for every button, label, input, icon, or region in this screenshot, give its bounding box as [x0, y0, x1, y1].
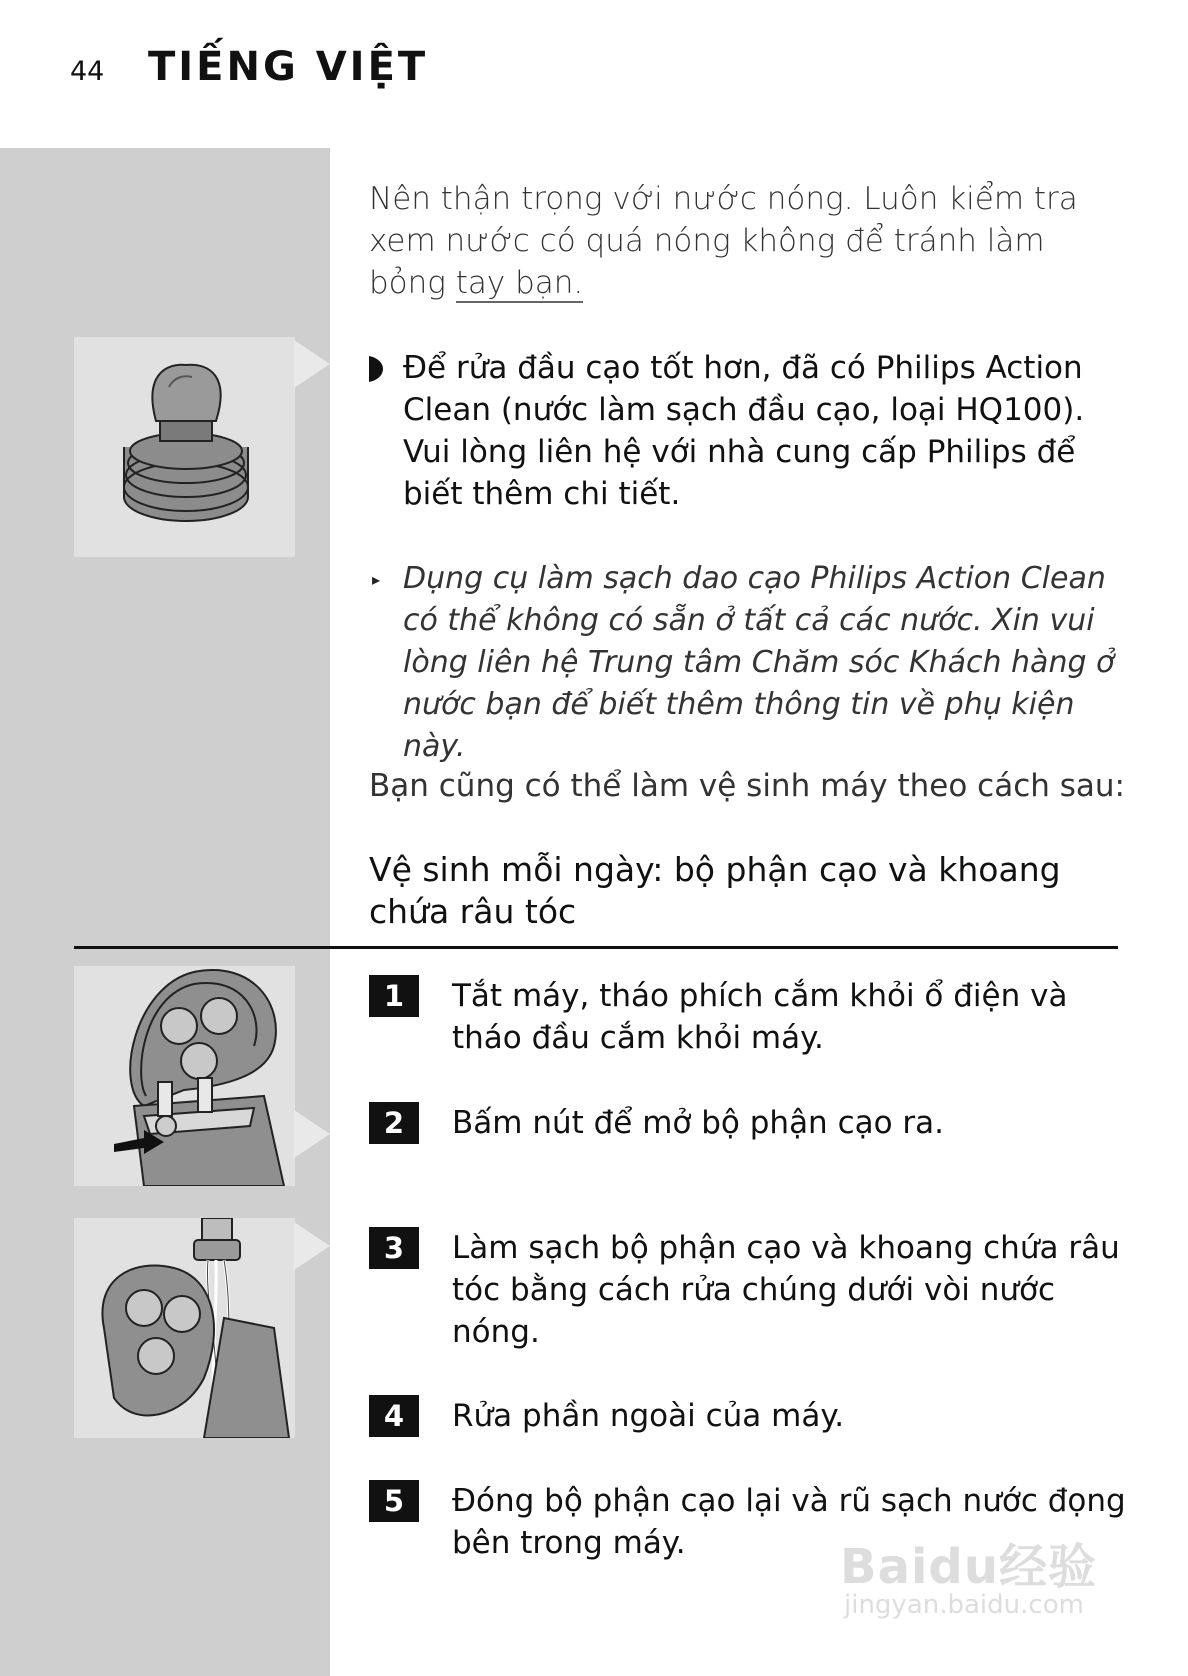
callout-arrow — [294, 1110, 330, 1158]
page-number: 44 — [70, 56, 105, 87]
watermark-url: jingyan.baidu.com — [844, 1590, 1084, 1620]
action-clean-illustration — [74, 337, 295, 557]
step-number: 4 — [369, 1395, 419, 1437]
step-text: Bấm nút để mở bộ phận cạo ra. — [452, 1105, 945, 1141]
tip-arrow-icon: ▸ — [372, 570, 381, 589]
step-text: Đóng bộ phận cạo lại và rũ sạch nước đọng bên trong máy. — [452, 1483, 1126, 1561]
cleaning-subheading: Vệ sinh mỗi ngày: bộ phận cạo và khoang chứa râu tóc — [369, 850, 1061, 931]
rinse-shaver-illustration — [74, 1218, 295, 1438]
cleaning-fluid-bottle-icon — [74, 337, 295, 557]
warning-line: Nên thận trọng với nước nóng. Luôn kiểm tra xem nước có quá nóng không để tránh làm bỏng — [369, 181, 1078, 301]
callout-arrow — [294, 340, 330, 388]
callout-arrow — [294, 1222, 330, 1270]
section-title: TIẾNG VIỆT — [148, 44, 429, 90]
warning-text — [369, 178, 1129, 304]
bullet-icon — [369, 356, 383, 382]
warning-underlined: tay bạn. — [455, 265, 584, 301]
step-number: 3 — [369, 1227, 419, 1269]
step-text: Rửa phần ngoài của máy. — [452, 1398, 845, 1434]
divider — [74, 946, 1118, 949]
shaver-under-tap-icon — [74, 1218, 295, 1438]
alternative-text: Bạn cũng có thể làm vệ sinh máy theo cách sau: — [369, 768, 1125, 804]
step-number: 2 — [369, 1102, 419, 1144]
open-shaver-illustration — [74, 966, 295, 1186]
step-text: Làm sạch bộ phận cạo và khoang chứa râu tóc bằng cách rửa chúng dưới vòi nước nóng. — [452, 1230, 1120, 1350]
step-number: 5 — [369, 1480, 419, 1522]
step-text: Tắt máy, tháo phích cắm khỏi ổ điện và tháo đầu cắm khỏi máy. — [452, 978, 1068, 1056]
watermark-main: Baidu经验 — [840, 1539, 1097, 1595]
shaver-open-icon — [74, 966, 295, 1186]
bullet-text: Để rửa đầu cạo tốt hơn, đã có Philips Action Clean (nước làm sạch đầu cạo, loại HQ100). Vui lòng liên hệ với nhà cung cấp Philips để biết thêm chi tiết. — [403, 350, 1085, 512]
tip-text: Dụng cụ làm sạch dao cạo Philips Action Clean có thể không có sẵn ở tất cả các nước. Xin vui lòng liên hệ Trung tâm Chăm sóc Khách hàng ở nước bạn để biết thêm thông tin về phụ kiện này. — [403, 561, 1115, 764]
step-number: 1 — [369, 975, 419, 1017]
